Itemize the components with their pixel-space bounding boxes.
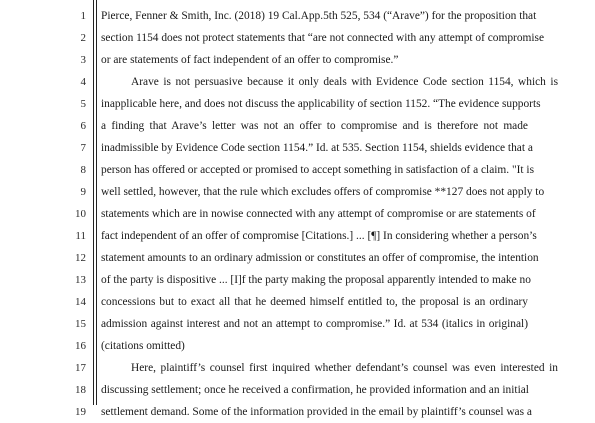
pleading-line	[0, 137, 595, 159]
pleading-line	[0, 27, 595, 49]
pleading-line	[0, 49, 595, 71]
line-number: 8	[80, 164, 86, 176]
line-text: settlement demand. Some of the information provided in the email by plaintiff’s counsel was a	[101, 406, 532, 418]
line-text: Here, plaintiff’s counsel first inquired whether defendant’s counsel was even interested in	[131, 362, 558, 374]
line-number: 13	[75, 274, 86, 286]
line-number: 16	[75, 340, 86, 352]
pleading-line	[0, 335, 595, 357]
line-number: 7	[80, 142, 86, 154]
pleading-line	[0, 5, 595, 27]
line-number: 18	[75, 384, 86, 396]
line-number: 2	[80, 32, 86, 44]
line-number: 19	[75, 406, 86, 418]
pleading-lines	[0, 5, 595, 423]
pleading-line	[0, 291, 595, 313]
pleading-line	[0, 313, 595, 335]
line-text: person has offered or accepted or promised to accept something in satisfaction of a claim. "It is	[101, 164, 535, 176]
line-text: section 1154 does not protect statements that “are not connected with any attempt of compromise	[101, 32, 545, 44]
line-text: statements which are in nowise connected with any attempt of compromise or are statements of	[101, 208, 536, 220]
line-text: fact independent of an offer of compromise [Citations.] ... [¶] In considering whether a person’s	[101, 230, 537, 242]
line-number: 17	[75, 362, 86, 374]
pleading-line	[0, 115, 595, 137]
pleading-line	[0, 181, 595, 203]
line-number: 11	[75, 230, 86, 242]
line-text: or are statements of fact independent of an offer to compromise.”	[101, 54, 399, 66]
pleading-line	[0, 269, 595, 291]
line-text: statement amounts to an ordinary admission or constitutes an offer of compromise, the intention	[101, 252, 539, 264]
line-number: 12	[75, 252, 86, 264]
pleading-line	[0, 71, 595, 93]
pleading-line	[0, 247, 595, 269]
line-number: 6	[80, 120, 86, 132]
line-text: Arave is not persuasive because it only deals with Evidence Code section 1154, which is	[131, 76, 558, 88]
line-number: 3	[80, 54, 86, 66]
line-number: 5	[80, 98, 86, 110]
line-number: 10	[75, 208, 86, 220]
line-text: inadmissible by Evidence Code section 1154.” Id. at 535. Section 1154, shields evidence that a	[101, 142, 533, 154]
line-number: 4	[80, 76, 86, 88]
pleading-line	[0, 401, 595, 423]
line-text: of the party is dispositive ... [I]f the party making the proposal apparently intended to make no	[101, 274, 531, 286]
line-text: inapplicable here, and does not discuss the applicability of section 1152. “The evidence supports	[101, 98, 541, 110]
line-number: 14	[75, 296, 86, 308]
pleading-line	[0, 159, 595, 181]
line-text: Pierce, Fenner & Smith, Inc. (2018) 19 Cal.App.5th 525, 534 (“Arave”) for the proposition that	[101, 10, 537, 22]
line-number: 15	[75, 318, 86, 330]
pleading-line	[0, 203, 595, 225]
line-number: 9	[80, 186, 86, 198]
line-text: admission against interest and not an attempt to compromise.” Id. at 534 (italics in original)	[101, 318, 528, 330]
line-text: a finding that Arave’s letter was not an offer to compromise and is therefore not made	[101, 120, 528, 132]
line-text: well settled, however, that the rule which excludes offers of compromise **127 does not apply to	[101, 186, 545, 198]
pleading-line	[0, 379, 595, 401]
pleading-line	[0, 93, 595, 115]
line-text: discussing settlement; once he received a confirmation, he provided information and an initial	[101, 384, 529, 396]
pleading-line	[0, 357, 595, 379]
line-text: concessions but to exact all that he deemed himself entitled to, the proposal is an ordinary	[101, 296, 528, 308]
line-text: (citations omitted)	[101, 340, 185, 352]
pleading-line	[0, 225, 595, 247]
line-number: 1	[80, 10, 86, 22]
